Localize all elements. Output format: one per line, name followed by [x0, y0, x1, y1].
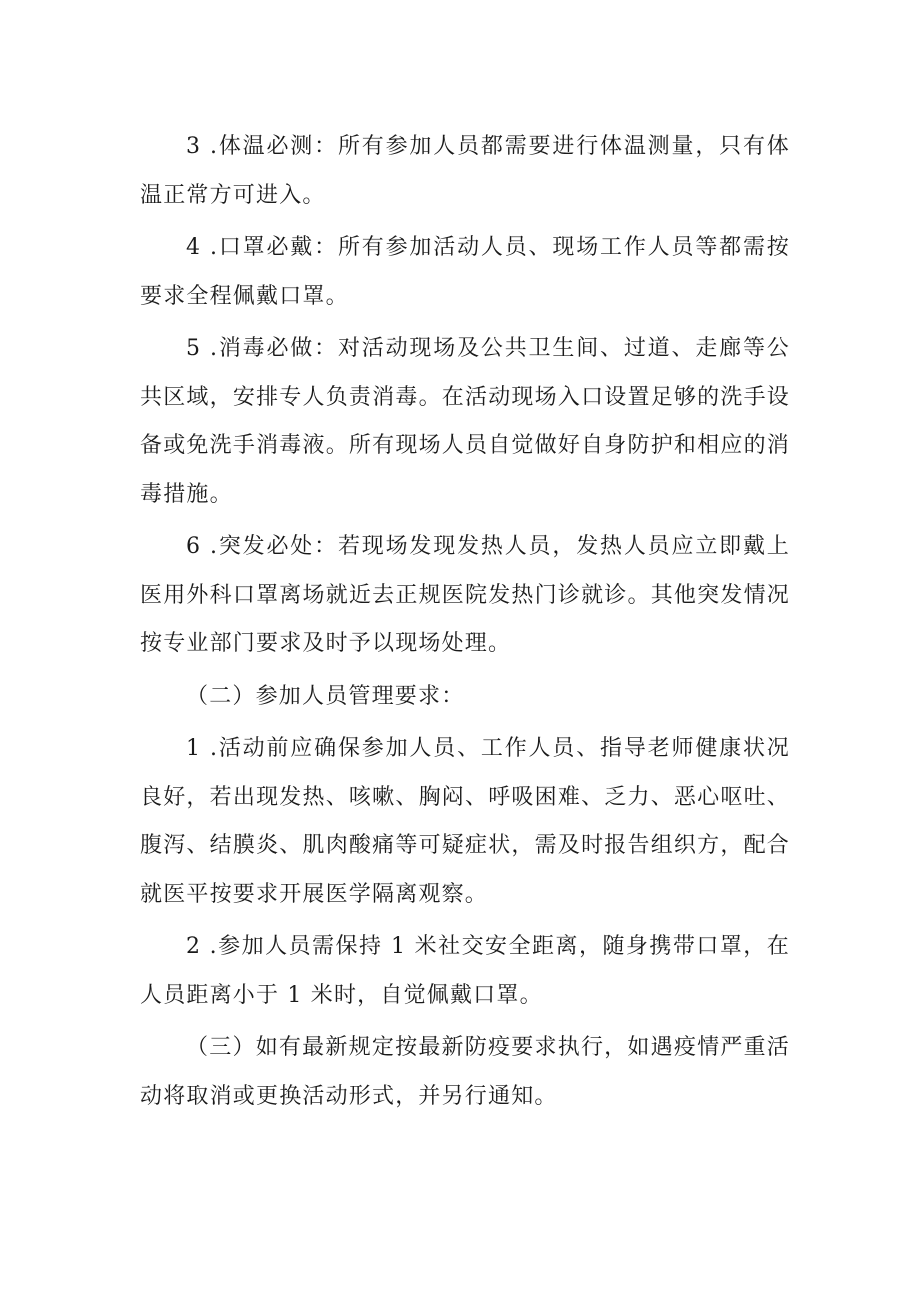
section-paragraph-3: （三）如有最新规定按最新防疫要求执行，如遇疫情严重活动将取消或更换活动形式，并另行通知。: [140, 1035, 790, 1109]
paragraph-item-5: 5 .消毒必做：对活动现场及公共卫生间、过道、走廊等公共区域，安排专人负责消毒。在活动现场入口设置足够的洗手设备或免洗手消毒液。所有现场人员自觉做好自身防护和相应的消毒措施。: [140, 336, 790, 507]
paragraph-item-6: 6 .突发必处：若现场发现发热人员，发热人员应立即戴上医用外科口罩离场就近去正规医院发热门诊就诊。其他突发情况按专业部门要求及时予以现场处理。: [140, 534, 790, 656]
section-heading-2: （二）参加人员管理要求：: [186, 683, 465, 709]
paragraph-item-q2: 2 .参加人员需保持 1 米社交安全距离，随身携带口罩，在人员距离小于 1 米时，自觉佩戴口罩。: [140, 934, 790, 1008]
paragraph-item-q1: 1 .活动前应确保参加人员、工作人员、指导老师健康状况良好，若出现发热、咳嗽、胸闷、呼吸困难、乏力、恶心呕吐、腹泻、结膜炎、肌肉酸痛等可疑症状，需及时报告组织方，配合就医平按要求开展医学隔离观察。: [140, 736, 790, 907]
paragraph-item-4: 4 .口罩必戴：所有参加活动人员、现场工作人员等都需按要求全程佩戴口罩。: [140, 235, 790, 309]
paragraph-item-3: 3 .体温必测：所有参加人员都需要进行体温测量，只有体温正常方可进入。: [140, 134, 790, 208]
